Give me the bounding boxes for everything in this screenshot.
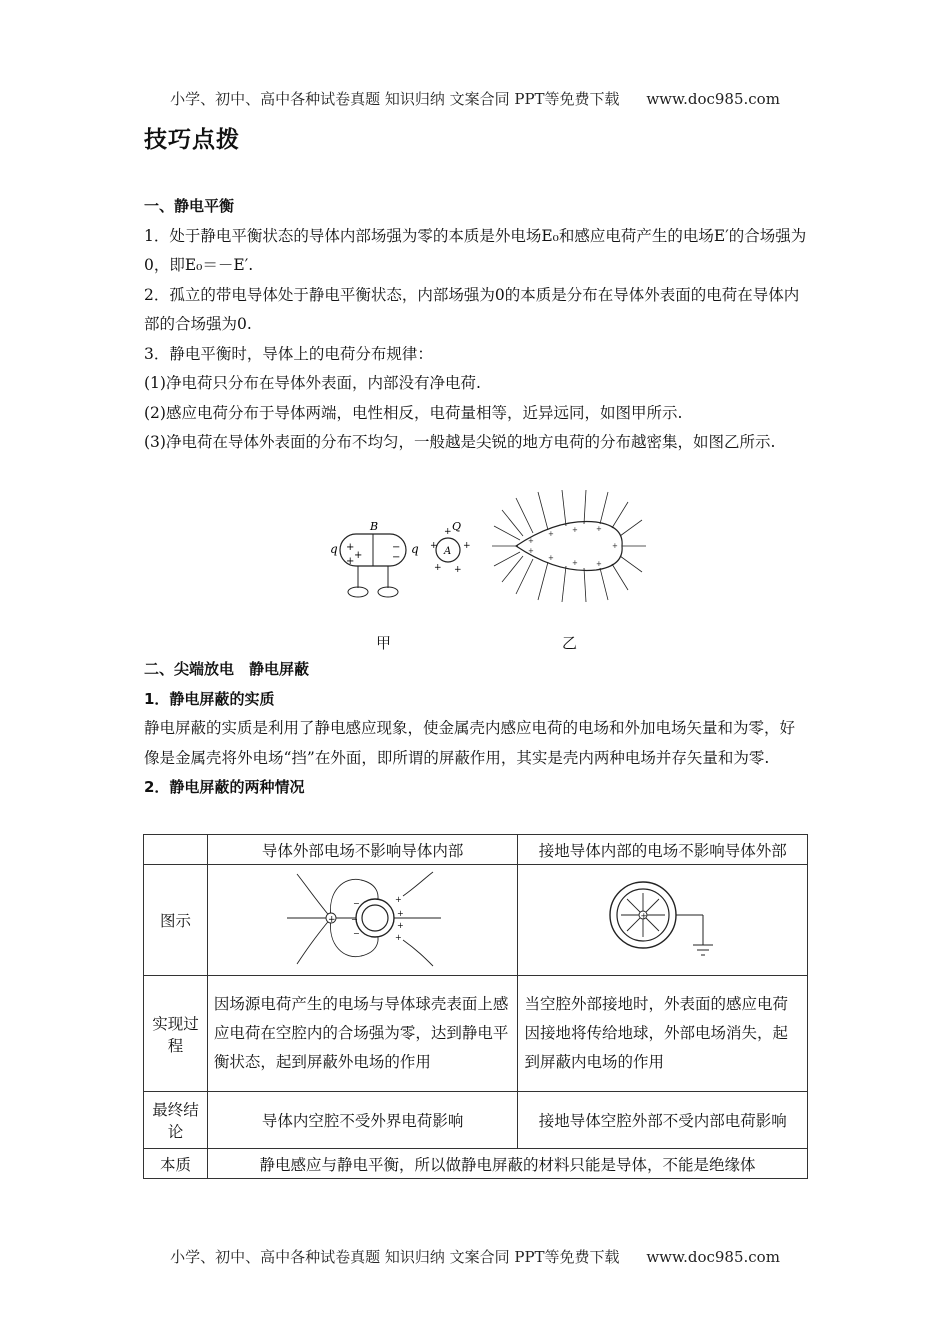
row-label-essence: 本质: [144, 1149, 208, 1179]
svg-text:+: +: [596, 525, 602, 533]
svg-text:+: +: [548, 530, 554, 538]
shell-inner: [362, 905, 388, 931]
plus-sign: +: [444, 527, 452, 537]
svg-text:+: +: [572, 559, 578, 567]
svg-text:+: +: [528, 537, 534, 545]
plus-sign: +: [346, 542, 355, 553]
section2-heading: 二、尖端放电 静电屏蔽: [144, 660, 310, 678]
label-b: B: [370, 520, 379, 533]
svg-text:+: +: [572, 526, 578, 534]
plus-sign: +: [396, 909, 404, 918]
label-a: A: [444, 546, 452, 557]
section1-p3: 3．静电平衡时，导体上的电荷分布规律：: [144, 344, 433, 363]
plus-sign: +: [394, 933, 402, 942]
row-label-conclusion: 最终结论: [144, 1092, 208, 1149]
source-plus: +: [327, 915, 336, 925]
cell-essence: 静电感应与静电平衡，所以做静电屏蔽的材料只能是导体，不能是绝缘体: [207, 1149, 807, 1179]
section1-p6: (3)净电荷在导体外表面的分布不均匀，一般越是尖锐的地方电荷的分布越密集，如图乙所示.: [144, 433, 776, 451]
cell-conclusion-grounded: 接地导体空腔外部不受内部电荷影响: [518, 1092, 808, 1149]
plus-sign: +: [463, 541, 471, 551]
table-corner-cell: [144, 835, 208, 865]
section2-sub1: 1．静电屏蔽的实质: [144, 689, 275, 708]
cell-process-grounded: 当空腔外部接地时，外表面的感应电荷因接地将传给地球，外部电场消失，起到屏蔽内电场的作用: [518, 976, 808, 1092]
section1-heading: 一、静电平衡: [144, 197, 235, 215]
footer-text: 小学、初中、高中各种试卷真题 知识归纳 文案合同 PPT等免费下载: [170, 1248, 620, 1266]
plus-sign: +: [346, 556, 355, 567]
cell-conclusion-external: 导体内空腔不受外界电荷影响: [207, 1092, 518, 1149]
svg-text:+: +: [528, 547, 534, 555]
figure-caption-a: 甲: [376, 634, 392, 652]
table-row-process: [144, 976, 808, 1092]
svg-text:+: +: [548, 554, 554, 562]
cell-figure-grounded: [518, 865, 808, 976]
label-q-charge: Q: [452, 520, 462, 533]
cell-figure-external: [207, 865, 518, 976]
plus-sign: +: [354, 550, 363, 561]
figure-teardrop-field: [488, 488, 648, 604]
header-text: 小学、初中、高中各种试卷真题 知识归纳 文案合同 PPT等免费下载: [170, 90, 620, 108]
label-q-right: q: [411, 542, 419, 556]
diagram-external-field: [283, 866, 443, 970]
svg-text:+: +: [596, 560, 602, 568]
svg-text:+: +: [612, 542, 618, 550]
section-shielding: [144, 655, 808, 803]
plus-sign: +: [430, 541, 438, 551]
cell-process-external: 因场源电荷产生的电场与导体球壳表面上感应电荷在空腔内的合场强为零，达到静电平衡状态，起到屏蔽外电场的作用: [207, 976, 518, 1092]
section1-p5: (2)感应电荷分布于导体两端，电性相反，电荷量相等，近异远同，如图甲所示.: [144, 403, 683, 422]
minus-sign: −: [392, 552, 401, 563]
table-col1-header: 导体外部电场不影响导体内部: [207, 835, 518, 865]
minus-sign: −: [352, 899, 360, 908]
base-right: [378, 587, 398, 597]
page-header: [0, 88, 950, 109]
minus-sign: −: [392, 542, 401, 553]
plus-sign: +: [434, 563, 442, 573]
minus-sign: −: [352, 929, 360, 938]
footer-site: www.doc985.com: [646, 1248, 780, 1266]
table-header-row: [144, 835, 808, 865]
section2-sub2: 2．静电屏蔽的两种情况: [144, 778, 305, 796]
section1-p1: 1．处于静电平衡状态的导体内部场强为零的本质是外电场E₀和感应电荷产生的电场E′的合场强为0，即E₀＝－E′.: [144, 226, 807, 274]
shielding-table: [143, 834, 808, 1179]
diagram-grounded-shell: [603, 873, 723, 963]
section-electrostatic-equilibrium: [144, 192, 808, 458]
minus-sign: −: [350, 915, 358, 924]
base-left: [348, 587, 368, 597]
ground-symbol: [676, 915, 713, 955]
table-row-essence: [144, 1149, 808, 1179]
inner-plus: +: [640, 911, 647, 921]
plus-sign: +: [454, 565, 462, 575]
row-label-process: 实现过程: [144, 976, 208, 1092]
page-footer: [0, 1246, 950, 1267]
section1-p4: (1)净电荷只分布在导体外表面，内部没有净电荷.: [144, 374, 481, 392]
plus-sign: +: [394, 895, 402, 904]
teardrop-conductor: [516, 522, 622, 571]
label-q-left: q: [330, 542, 338, 556]
plus-sign: +: [396, 921, 404, 930]
section1-p2: 2．孤立的带电导体处于静电平衡状态，内部场强为0的本质是分布在导体外表面的电荷在导体内部的合场强为0.: [144, 285, 800, 333]
table-col2-header: 接地导体内部的电场不影响导体外部: [518, 835, 808, 865]
header-site: www.doc985.com: [646, 90, 780, 108]
figure-induction-diagram: [326, 520, 476, 610]
table-row-figure: [144, 865, 808, 976]
page-title: 技巧点拨: [144, 127, 240, 153]
row-label-figure: 图示: [144, 865, 208, 976]
figure-caption-b: 乙: [562, 634, 578, 652]
table-row-conclusion: [144, 1092, 808, 1149]
section2-p1: 静电屏蔽的实质是利用了静电感应现象，使金属壳内感应电荷的电场和外加电场矢量和为零，好像是金属壳将外电场“挡”在外面，即所谓的屏蔽作用，其实是壳内两种电场并存矢量和为零.: [144, 719, 796, 767]
